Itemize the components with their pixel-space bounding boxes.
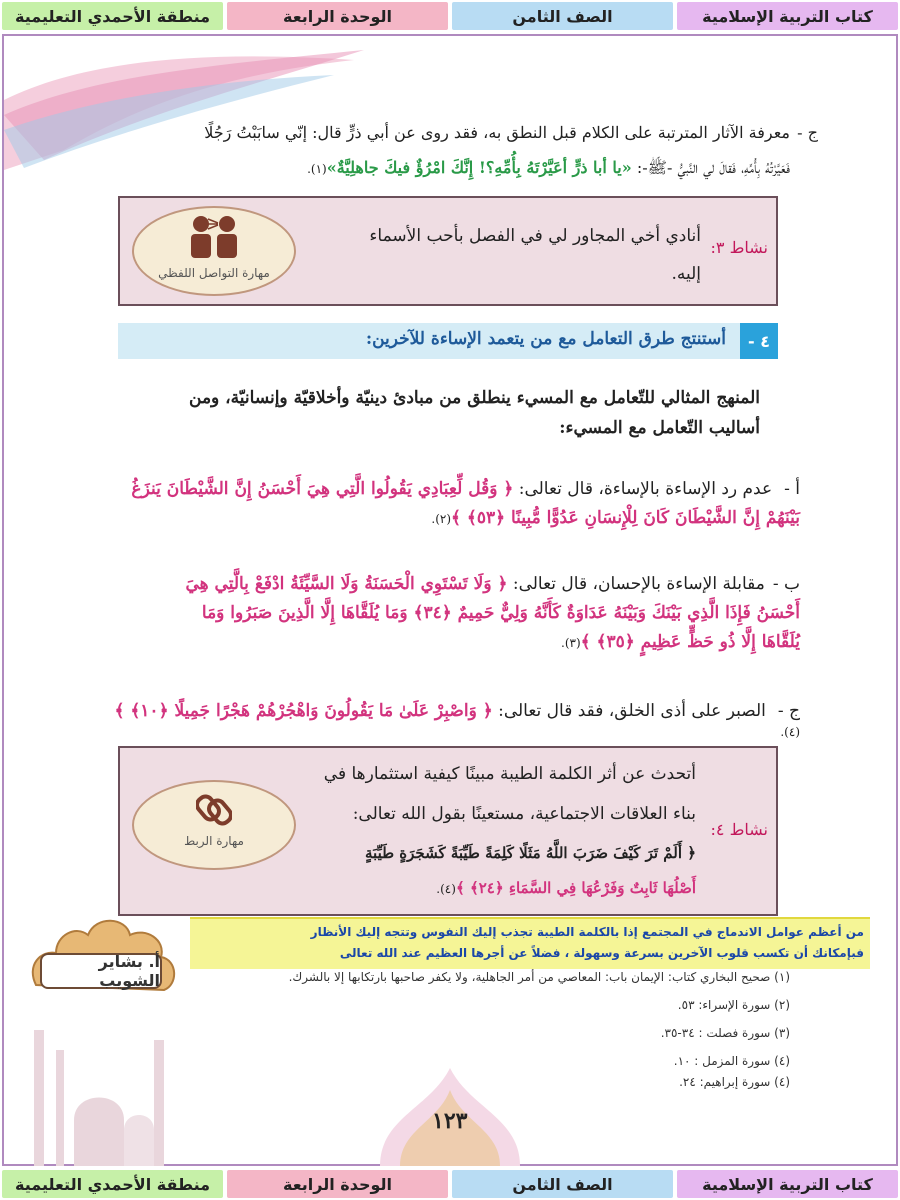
footnote-1: (١) صحيح البخاري كتاب: الإيمان باب: المعاصي من أمر الجاهلية، ولا يكفر صاحبها بارتكابها إلا بالشرك. (288, 970, 790, 984)
item-a-ref: (٢). (431, 512, 452, 526)
activity-4-verse1: ﴿ أَلَمْ تَرَ كَيْفَ ضَرَبَ اللَّهُ مَثَلًا كَلِمَةً طَيِّبَةً كَشَجَرَةٍ طَيِّبَةٍ (365, 844, 696, 862)
activity-4-text1: أتحدث عن أثر الكلمة الطيبة مبينًا كيفية استثمارها في (323, 764, 696, 784)
mosque-silhouette-decoration (4, 1020, 204, 1166)
header-bar (0, 0, 900, 32)
item-j-top-ref: (١). (307, 162, 327, 176)
item-b (100, 573, 800, 652)
activity-4-text2: بناء العلاقات الاجتماعية، مستعينًا بقول الله تعالى: (352, 804, 696, 824)
banner-line2: فبإمكانك أن تكسب قلوب الآخرين بسرعة وسهولة ، فضلاً عن أجرها العظيم عند الله تعالى (339, 946, 864, 960)
page-number: ١٢٣ (432, 1108, 468, 1134)
footnote-2: (٢) سورة الإسراء: ٥٣. (677, 998, 790, 1012)
section-4-number: ٤ - (740, 323, 778, 359)
footer-zone: منطقة الأحمدي التعليمية (2, 1170, 223, 1198)
banner-line1: من أعظم عوامل الاندماج في المجتمع إذا بالكلمة الطيبة تجذب إليك النفوس وتتجه إليك الأنظار (310, 925, 864, 939)
activity-4-verse2-line (436, 878, 696, 898)
skill-badge-link (132, 780, 296, 870)
item-a-verse1: ﴿ وَقُل لِّعِبَادِي يَقُولُوا الَّتِي هِيَ أَحْسَنُ إِنَّ الشَّيْطَانَ يَنزَغُ (131, 479, 514, 499)
header-unit: الوحدة الرابعة (227, 2, 448, 30)
footnote-4: (٤) سورة المزمل : ١٠. (673, 1054, 790, 1068)
item-b-letter: ب - (772, 574, 800, 594)
item-j-top-letter: ج - (797, 123, 818, 142)
item-a-verse2: بَيْنَهُمْ إِنَّ الشَّيْطَانَ كَانَ لِلْإِنسَانِ عَدُوًّا مُّبِينًا ﴿٥٣﴾ ﴾ (451, 508, 800, 528)
footer-bar (0, 1168, 900, 1200)
skill-verbal-label: مهارة التواصل اللفظي (158, 266, 270, 280)
activity-4-box (118, 746, 778, 916)
intro-paragraph (140, 383, 760, 443)
item-a-letter: أ - (784, 479, 800, 499)
footer-unit: الوحدة الرابعة (227, 1170, 448, 1198)
item-j-verse: ﴿ وَاصْبِرْ عَلَىٰ مَا يَقُولُونَ وَاهْجُرْهُمْ هَجْرًا جَمِيلًا ﴿١٠﴾ ﴾ (114, 701, 493, 721)
activity-4-ref: (٤). (436, 882, 456, 896)
people-talking-icon (186, 214, 242, 260)
header-book: كتاب التربية الإسلامية (677, 2, 898, 30)
intro-line2: أساليب التّعامل مع المسيء: (559, 418, 760, 438)
intro-line1: المنهج المثالي للتّعامل مع المسيء ينطلق من مبادئ دينيّة وأخلاقيّة وإنسانيّة، ومن (189, 388, 760, 408)
skill-badge-verbal (132, 206, 296, 296)
item-b-verse2: أَحْسَنُ فَإِذَا الَّذِي بَيْنَكَ وَبَيْنَهُ عَدَاوَةٌ كَأَنَّهُ وَلِيٌّ حَمِيمٌ ﴿٣٤﴾ وَمَا يُلَقَّاهَا إِلَّا الَّذِينَ صَبَرُوا وَمَا (201, 603, 800, 623)
ribbon-decoration (4, 40, 384, 170)
item-b-verse1: ﴿ وَلَا تَسْتَوِي الْحَسَنَةُ وَلَا السَّيِّئَةُ ادْفَعْ بِالَّتِي هِيَ (185, 574, 508, 594)
activity-3-text1: أنادي أخي المجاور لي في الفصل بأحب الأسماء (369, 226, 701, 246)
section-4-header (118, 323, 778, 359)
chain-link-icon (196, 792, 232, 828)
item-b-ref: (٣). (561, 636, 581, 650)
footer-book: كتاب التربية الإسلامية (677, 1170, 898, 1198)
skill-link-label: مهارة الربط (184, 834, 244, 848)
activity-3-label: نشاط ٣: (710, 238, 768, 257)
activity-4-label: نشاط ٤: (710, 820, 768, 839)
footer-grade: الصف الثامن (452, 1170, 673, 1198)
highlight-banner (190, 917, 870, 969)
item-j-ref: (٤). (780, 725, 800, 739)
activity-4-verse2: أَصْلُهَا ثَابِتٌ وَفَرْعُهَا فِي السَّمَاءِ ﴿٢٤﴾ ﴾ (455, 879, 696, 897)
hadith-quote: «يا أبا ذرٍّ أعَيَّرْتَهُ بِأُمِّهِ؟! إِنَّكَ امْرُؤٌ فيكَ جاهلِيَّةٌ» (326, 158, 632, 177)
item-b-lead: مقابلة الإساءة بالإحسان، قال تعالى: (507, 574, 765, 594)
activity-3-text2: إليه. (671, 264, 701, 284)
footnote-5: (٤) سورة إبراهيم: ٢٤. (679, 1075, 790, 1089)
item-a (100, 478, 800, 528)
header-grade: الصف الثامن (452, 2, 673, 30)
author-signature: أ. بشاير الشويب (40, 953, 162, 989)
section-4-title: أستنتج طرق التعامل مع من يتعمد الإساءة للآخرين: (365, 329, 726, 349)
activity-3-box (118, 196, 778, 306)
item-j-top-text1: معرفة الآثار المترتبة على الكلام قبل النطق به، فقد روى عن أبي ذرٍّ قال: إنّي سابَبْتُ رَجُلًا (204, 123, 790, 142)
item-j-top-text2: فَعَيَّرْتُهُ بِأُمِّهِ، فَقالَ لي النَّبيُّ -ﷺ-: (631, 158, 790, 177)
footnote-3: (٣) سورة فصلت : ٣٤-٣٥. (660, 1026, 790, 1040)
item-j-top-line1 (100, 121, 818, 145)
item-j-lead: الصبر على أذى الخلق، فقد قال تعالى: (492, 701, 766, 721)
item-j-top-line2 (100, 156, 790, 181)
header-zone: منطقة الأحمدي التعليمية (2, 2, 223, 30)
item-a-lead: عدم رد الإساءة بالإساءة، قال تعالى: (513, 479, 773, 499)
item-b-verse3: يُلَقَّاهَا إِلَّا ذُو حَظٍّ عَظِيمٍ ﴿٣٥﴾ ﴾ (580, 632, 800, 652)
item-j (100, 700, 800, 741)
item-j-letter: ج - (777, 701, 800, 721)
